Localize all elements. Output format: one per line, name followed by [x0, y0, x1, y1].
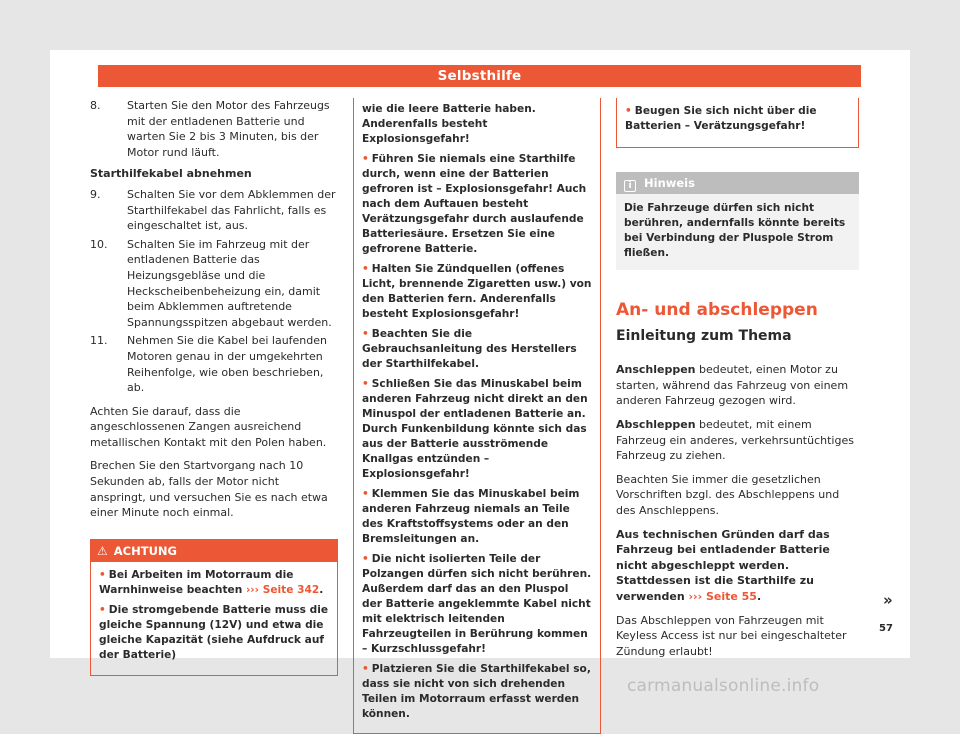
term: Anschleppen: [616, 363, 696, 377]
bullet-dot-icon: •: [362, 328, 369, 340]
bullet-dot-icon: •: [99, 603, 106, 616]
bullet-dot-icon: •: [362, 488, 369, 500]
paragraph: [616, 362, 859, 409]
warning-header: [91, 540, 337, 562]
bullet-text: Beugen Sie sich nicht über die Batterien – Verätzungsgefahr!: [625, 105, 817, 132]
step-number: 9.: [90, 187, 101, 201]
note-box: [616, 172, 859, 270]
note-title: Hinweis: [644, 176, 695, 190]
warning-bullet: [362, 152, 592, 257]
bullet-dot-icon: •: [362, 663, 369, 675]
warning-title: ACHTUNG: [113, 543, 177, 558]
paragraph: Achten Sie darauf, dass die angeschlossenen Zangen ausreichend metallischen Kontakt mit den Polen haben.: [90, 404, 327, 449]
warning-body: [617, 98, 858, 147]
bullet-dot-icon: •: [362, 153, 369, 165]
warning-body: [91, 562, 337, 675]
bullet-dot-icon: •: [99, 568, 106, 581]
bold-text: Aus technischen Gründen darf das Fahrzeug bei entladender Batterie nicht abgeschleppt werden. Stattdessen ist die Starthilfe zu verwenden: [616, 527, 830, 603]
warning-triangle-icon: ⚠: [97, 543, 108, 558]
warning-bullet: [362, 262, 592, 322]
bullet-dot-icon: •: [362, 553, 369, 565]
continue-marker: »: [883, 591, 893, 609]
bold-end: .: [756, 589, 762, 603]
chapter-heading: An- und abschleppen: [616, 300, 818, 320]
step-9: [90, 187, 338, 234]
column-middle: [353, 98, 601, 734]
bullet-dot-icon: •: [362, 378, 369, 390]
step-number: 11.: [90, 334, 108, 348]
bullet-dot-icon: •: [362, 263, 369, 275]
warning-body: [354, 98, 600, 733]
term: Abschleppen: [616, 417, 696, 431]
page-number: 57: [879, 623, 893, 634]
step-text: Starten Sie den Motor des Fahrzeugs mit der entladenen Batterie und warten Sie 2 bis 3 Minuten, bis der Motor rund läuft.: [127, 99, 330, 159]
step-11: [90, 333, 338, 395]
step-text: Schalten Sie im Fahrzeug mit der entladenen Batterie das Heizungsgebläse und die Heckscheibenbeheizung ein, damit beim Abklemmen auftretende Spannungsspitzen abgebaut werden.: [127, 237, 332, 329]
info-icon: i: [624, 180, 636, 192]
step-8: [90, 98, 338, 160]
paragraph: [616, 417, 859, 464]
bullet-dot-icon: •: [625, 105, 632, 117]
note-text: Die Fahrzeuge dürfen sich nicht berühren, andernfalls könnte bereits bei Verbindung der Pluspole Strom fließen.: [624, 202, 846, 259]
bullet-text: Die stromgebende Batterie muss die gleiche Spannung (12V) und etwa die gleiche Kapazität (siehe Aufdruck auf der Batterie): [99, 603, 329, 661]
bullet-text: Schließen Sie das Minuskabel beim anderen Fahrzeug nicht direkt an den Minuspol der entladenen Batterie an. Durch Funkenbildung könnte sich das aus der Batterie ausströmende Knallgas entzünden – Explosionsgefahr!: [362, 378, 588, 480]
step-text: Nehmen Sie die Kabel bei laufenden Motoren genau in der umgekehrten Reihenfolge, wie oben beschrieben, ab.: [127, 334, 327, 395]
note-header: [616, 172, 859, 194]
subheading: Starthilfekabel abnehmen: [90, 167, 252, 181]
step-text: Schalten Sie vor dem Abklemmen der Starthilfekabel das Fahrlicht, falls es eingeschaltet ist, aus.: [127, 187, 336, 233]
warning-box-end: [616, 98, 859, 148]
warning-intro: wie die leere Batterie haben. Anderenfalls besteht Explosionsgefahr!: [362, 103, 536, 145]
warning-bullet: [362, 662, 592, 722]
warning-box-continued: [353, 98, 601, 734]
definition: bedeutet, einen Motor zu starten, während das Fahrzeug von einem anderen Fahrzeug gezogen wird.: [616, 363, 849, 408]
bullet-text: Halten Sie Zündquellen (offenes Licht, brennende Zigaretten usw.) von den Batterien fern. Anderenfalls besteht Explosionsgefahr!: [362, 263, 592, 320]
section-header: Selbsthilfe: [98, 65, 861, 87]
step-number: 10.: [90, 237, 108, 251]
page-link[interactable]: ››› Seite 342: [245, 583, 320, 596]
warning-bullet: [99, 603, 329, 663]
warning-box: [90, 539, 338, 676]
paragraph: Beachten Sie immer die gesetzlichen Vorschriften bzgl. des Abschleppens und des Anschleppens.: [616, 472, 840, 517]
paragraph: Brechen Sie den Startvorgang nach 10 Sekunden ab, falls der Motor nicht anspringt, und versuchen Sie es nach etwa einer Minute noch einmal.: [90, 459, 328, 520]
step-number: 8.: [90, 99, 101, 112]
bullet-text: Beachten Sie die Gebrauchsanleitung des Herstellers der Starthilfekabel.: [362, 328, 577, 370]
warning-bullet: [362, 327, 592, 372]
warning-bullet: [362, 552, 592, 657]
definition: bedeutet, mit einem Fahrzeug ein anderes, verkehrsuntüchtiges Fahrzeug zu ziehen.: [616, 417, 854, 463]
page-link[interactable]: ››› Seite 55: [688, 589, 757, 603]
paragraph: Das Abschleppen von Fahrzeugen mit Keyless Access ist nur bei eingeschalteter Zündung erlaubt!: [616, 613, 847, 658]
bullet-text: Bei Arbeiten im Motorraum die Warnhinweise beachten: [99, 568, 294, 596]
column-left: [90, 98, 338, 676]
column-right: [616, 98, 859, 667]
bullet-text: Führen Sie niemals eine Starthilfe durch, wenn eine der Batterien gefroren ist – Explosionsgefahr! Auch nach dem Auftauen besteht Verätzungsgefahr durch auslaufende Batteriesäure. Ersetzen Sie eine gefrorene Batterie.: [362, 153, 587, 255]
paragraph-bold: [616, 527, 859, 605]
section-heading: Einleitung zum Thema: [616, 327, 792, 344]
bullet-text: Die nicht isolierten Teile der Polzangen dürfen sich nicht berühren. Außerdem darf das an den Pluspol der Batterie angeklemmte Kabel nicht mit elektrisch leitenden Fahrzeugteilen in Berührung kommen – Kurzschlussgefahr!: [362, 553, 592, 655]
watermark-logo: carmanualsonline.info: [627, 676, 820, 696]
warning-bullet: [99, 568, 329, 598]
bullet-text: Klemmen Sie das Minuskabel beim anderen Fahrzeug niemals an Teile des Kraftstoffsystems oder an den Bremsleitungen an.: [362, 488, 580, 545]
step-10: [90, 237, 338, 331]
bullet-text: Platzieren Sie die Starthilfekabel so, dass sie nicht von sich drehenden Teilen im Motorraum erfasst werden können.: [362, 663, 591, 720]
warning-bullet: [625, 104, 850, 134]
bullet-end: .: [319, 583, 324, 596]
warning-bullet: [362, 487, 592, 547]
warning-bullet: [362, 377, 592, 482]
